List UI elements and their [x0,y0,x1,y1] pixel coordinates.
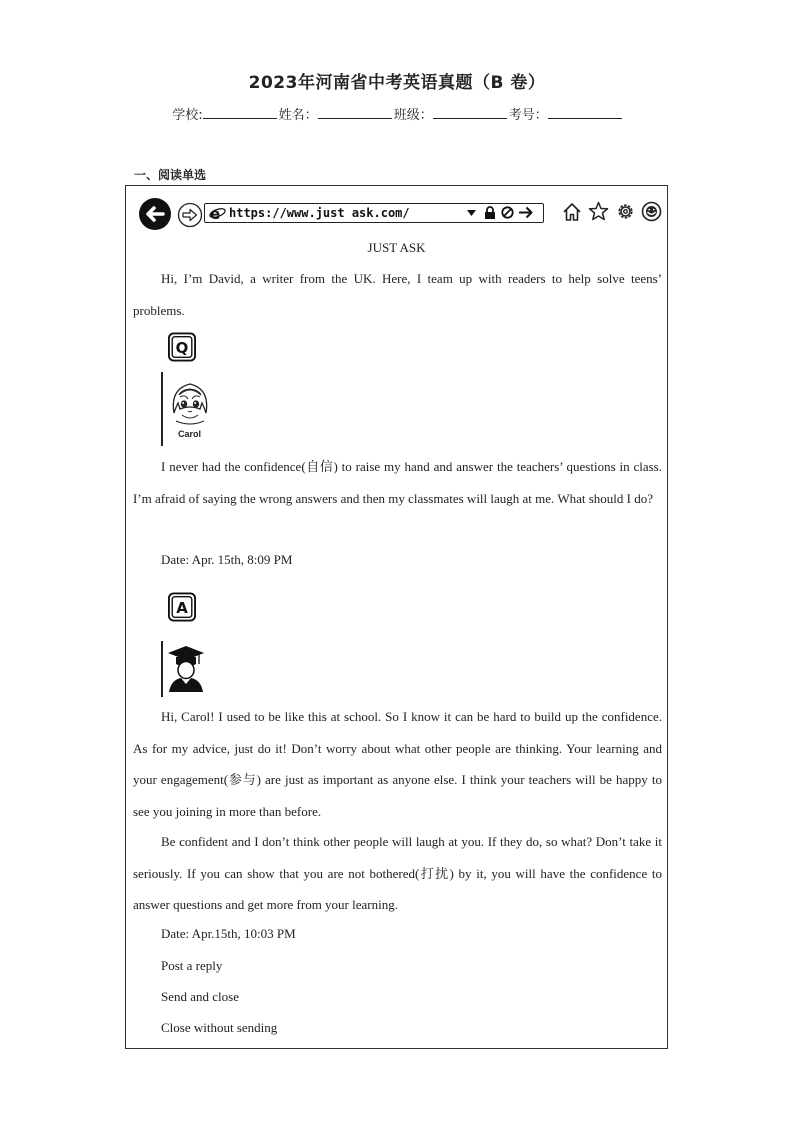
class-label: 班级： [393,108,433,123]
name-label: 姓名： [278,108,318,123]
question-text: I never had the confidence(自信) to raise my hand and answer the teachers’ questions in class. I’m afraid of saying the wrong answers and then my classmates will laugh at me. What should I do? [133,459,662,506]
article-heading: JUST ASK [367,240,426,255]
student-info-line [0,104,794,123]
question-date: Date: Apr. 15th, 8:09 PM [161,552,293,567]
home-icon[interactable] [562,202,582,222]
answer-paragraph-1: Hi, Carol! I used to be like this at school. So I know it can be hard to build up the confidence. As for my advice, just do it! Don’t worry about what other people are thinking. Your learning and your engagement(参与) are just as important as anyone else. I think your teachers will be happy to see you joining in more than before. [133,709,662,819]
post-reply-link[interactable]: Post a reply [161,958,223,973]
question-divider [161,372,163,446]
section-title: 一、阅读单选 [134,168,207,182]
question-badge-icon [168,332,196,362]
dropdown-arrow-icon[interactable] [467,210,476,216]
answer-paragraph-2: Be confident and I don’t think other people will laugh at you. If they do, so what? Don’t take it seriously. If you can show that you are not bothered(打扰) by it, you will have the confidence to answer questions and get more from your learning. [133,834,662,912]
send-and-close-link[interactable]: Send and close [161,989,239,1004]
exam-no-blank[interactable] [548,106,622,119]
answer-date: Date: Apr.15th, 10:03 PM [161,926,296,941]
answer-divider [161,641,163,697]
question-author: Carol [178,429,202,439]
svg-text:e: e [210,205,221,221]
school-blank[interactable] [203,106,277,119]
graduate-avatar-icon [165,644,207,694]
intro-paragraph: Hi, I’m David, a writer from the UK. Here, I team up with readers to help solve teens’ problems. [133,271,662,318]
school-label: 学校: [172,108,203,123]
close-without-sending-link[interactable]: Close without sending [161,1020,278,1035]
gear-icon[interactable] [615,201,636,222]
address-bar[interactable] [204,203,544,223]
name-blank[interactable] [318,106,392,119]
url-text: https://www.just ask.com/ [229,206,410,220]
class-blank[interactable] [433,106,507,119]
svg-text:Q: Q [175,339,189,358]
exam-no-label: 考号： [508,108,548,123]
go-arrow-icon[interactable] [518,206,534,219]
svg-text:A: A [176,599,188,618]
page-title: 2023年河南省中考英语真题（B 卷） [248,73,546,93]
stop-icon[interactable] [501,206,514,219]
smiley-icon[interactable] [641,201,662,222]
forward-arrow-icon[interactable] [177,202,203,228]
girl-avatar-icon [166,377,214,427]
back-arrow-icon[interactable] [137,197,173,231]
ie-icon [209,205,226,221]
answer-badge-icon [168,592,196,622]
browser-toolbar [137,197,667,231]
lock-icon [484,206,496,219]
star-icon[interactable] [588,201,609,221]
